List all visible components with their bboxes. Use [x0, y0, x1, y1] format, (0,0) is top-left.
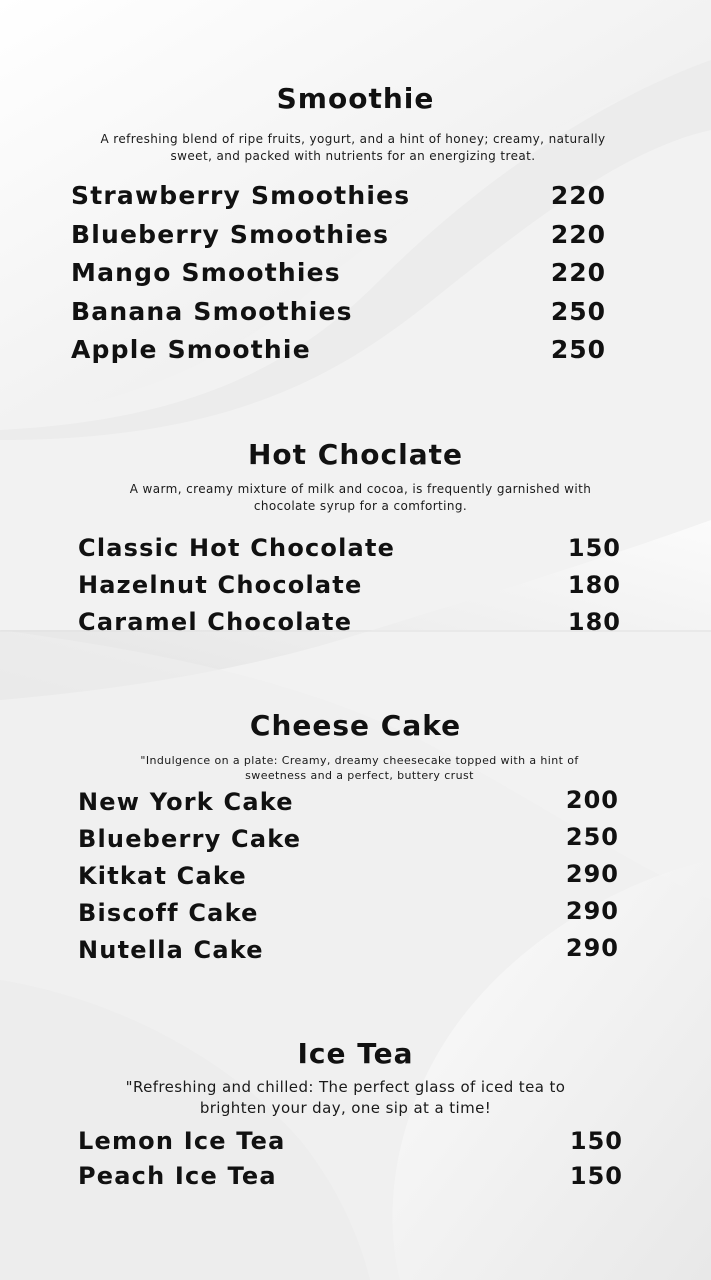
menu-item-name: Banana Smoothies	[71, 297, 353, 326]
section-description: "Indulgence on a plate: Creamy, dreamy cheesecake topped with a hint of sweetness and a perfect, buttery crust	[140, 754, 579, 782]
menu-item-price: 220	[550, 258, 606, 287]
menu-item-price: 150	[569, 1127, 623, 1155]
menu-item-name: Blueberry Cake	[78, 825, 302, 853]
menu-item-price: 180	[567, 608, 621, 636]
menu-item-price: 290	[565, 860, 619, 888]
menu-item-name: Nutella Cake	[78, 936, 264, 964]
menu-item-name: New York Cake	[78, 788, 294, 816]
section-description: A refreshing blend of ripe fruits, yogurt, and a hint of honey; creamy, naturally sweet, and packed with nutrients for an energizing treat.	[100, 132, 606, 163]
menu-item-price: 220	[550, 181, 606, 210]
section-description: A warm, creamy mixture of milk and cocoa, is frequently garnished with chocolate syrup for a comforting.	[129, 482, 592, 513]
menu-item-name: Biscoff Cake	[78, 899, 259, 927]
section-title: Ice Tea	[297, 1037, 414, 1070]
menu-item-name: Caramel Chocolate	[78, 608, 353, 636]
menu-item-name: Peach Ice Tea	[78, 1162, 277, 1190]
menu-item-name: Apple Smoothie	[71, 335, 311, 364]
section-title: Cheese Cake	[249, 709, 462, 742]
menu-item-price: 290	[565, 934, 619, 962]
menu-item-name: Classic Hot Chocolate	[78, 534, 396, 562]
menu-item-price: 290	[565, 897, 619, 925]
menu-item-name: Blueberry Smoothies	[71, 220, 390, 249]
menu-item-price: 250	[550, 335, 606, 364]
menu-item-price: 150	[567, 534, 621, 562]
menu-item-name: Lemon Ice Tea	[78, 1127, 286, 1155]
menu-item-price: 250	[565, 823, 619, 851]
section-title: Smoothie	[276, 82, 435, 115]
section-title: Hot Choclate	[248, 438, 463, 471]
menu-item-name: Mango Smoothies	[71, 258, 341, 287]
menu-item-price: 180	[567, 571, 621, 599]
menu-item-name: Strawberry Smoothies	[71, 181, 411, 210]
menu-item-name: Hazelnut Chocolate	[78, 571, 363, 599]
menu-item-price: 200	[565, 786, 619, 814]
menu-item-name: Kitkat Cake	[78, 862, 247, 890]
menu-item-price: 220	[550, 220, 606, 249]
section-description: "Refreshing and chilled: The perfect glass of iced tea to brighten your day, one sip at a time!	[125, 1078, 566, 1117]
menu-item-price: 150	[569, 1162, 623, 1190]
menu-item-price: 250	[550, 297, 606, 326]
